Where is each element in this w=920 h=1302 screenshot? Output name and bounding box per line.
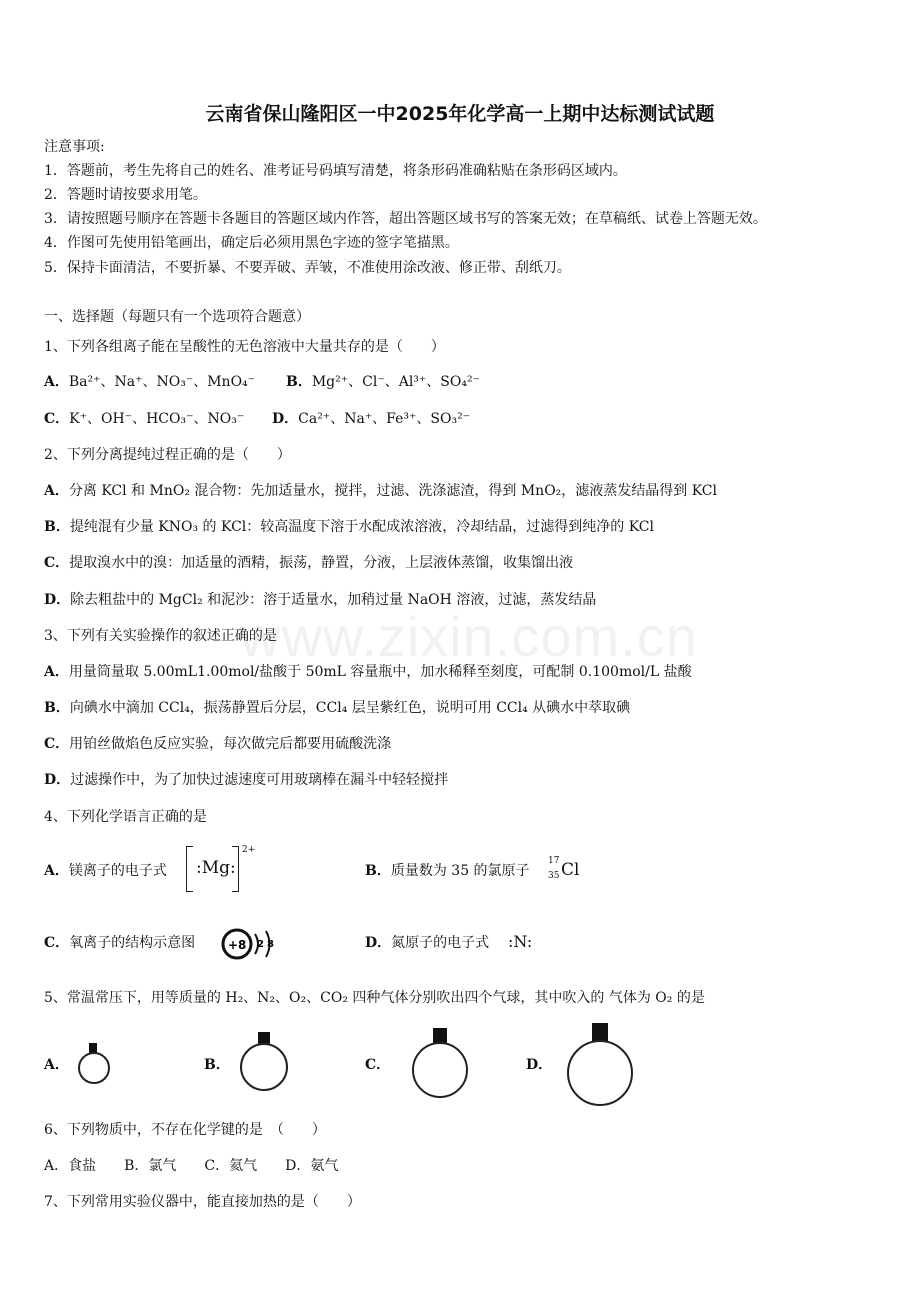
mg-symbol: :Mg: xyxy=(196,858,236,878)
balloon-a xyxy=(78,1052,110,1084)
balloon-d xyxy=(567,1040,633,1106)
balloon-knot xyxy=(592,1023,608,1041)
option-label: B． xyxy=(44,700,70,716)
q1-option-a xyxy=(44,372,255,392)
q2-option-c xyxy=(44,553,573,573)
option-text: Ca²⁺、Na⁺、Fe³⁺、SO₃²⁻ xyxy=(298,411,471,427)
nuclide-symbol: Cl xyxy=(561,860,580,880)
option-label: D． xyxy=(365,935,392,951)
option-label: C． xyxy=(44,411,70,427)
watermark: www.zixin.com.cn xyxy=(240,605,698,668)
option-label: D． xyxy=(44,592,71,608)
notice-item: 5．保持卡面清洁，不要折暴、不要弄破、弄皱，不准使用涂改液、修正带、刮纸刀。 xyxy=(44,260,571,276)
question-4-stem: 4、下列化学语言正确的是 xyxy=(44,809,207,825)
q5-option-d: D． xyxy=(526,1057,553,1073)
right-bracket xyxy=(232,846,239,892)
notice-item: 4．作图可先使用铅笔画出，确定后必须用黑色字迹的签字笔描黑。 xyxy=(44,235,459,251)
option-label: C． xyxy=(44,935,70,951)
q2-option-a xyxy=(44,481,717,501)
shell-1-count: 2 xyxy=(257,939,264,950)
nuclide-top: 17 xyxy=(548,856,560,866)
option-text: Mg²⁺、Cl⁻、Al³⁺、SO₄²⁻ xyxy=(311,374,480,390)
q1-option-c xyxy=(44,409,244,429)
option-label: B． xyxy=(44,519,70,535)
option-text: Ba²⁺、Na⁺、NO₃⁻、MnO₄⁻ xyxy=(68,374,256,390)
option-text: 质量数为 35 的氯原子 xyxy=(390,863,530,879)
option-label: B． xyxy=(365,863,391,879)
option-label: A． xyxy=(44,863,69,879)
q5-option-c: C． xyxy=(365,1057,391,1073)
option-text: 氮原子的电子式 xyxy=(391,935,490,951)
option-label: A． xyxy=(44,664,69,680)
option-text: 向碘水中滴加 CCl₄，振荡静置后分层，CCl₄ 层呈紫红色，说明可用 CCl₄ 从碘水中萃取碘 xyxy=(69,700,631,716)
mg-ion-formula xyxy=(186,845,256,892)
notice-item: 1．答题前，考生先将自己的姓名、准考证号码填写清楚，将条形码准确粘贴在条形码区域内。 xyxy=(44,163,627,179)
q2-option-d xyxy=(44,590,596,610)
option-label: A． xyxy=(44,374,69,390)
q3-option-c xyxy=(44,734,391,754)
q4-option-d xyxy=(365,933,489,953)
option-label: C． xyxy=(44,555,70,571)
question-1-stem: 1、下列各组离子能在呈酸性的无色溶液中大量共存的是（ ） xyxy=(44,339,445,355)
page-title: 云南省保山隆阳区一中2025年化学高一上期中达标测试试题 xyxy=(205,103,715,125)
question-7-stem: 7、下列常用实验仪器中，能直接加热的是（ ） xyxy=(44,1194,361,1210)
q2-option-b xyxy=(44,517,654,537)
q1-option-d xyxy=(272,409,470,429)
q3-option-a xyxy=(44,662,692,682)
balloon-b xyxy=(240,1043,288,1091)
question-2-stem: 2、下列分离提纯过程正确的是（ ） xyxy=(44,447,291,463)
notice-item: 2．答题时请按要求用笔。 xyxy=(44,187,207,203)
q4-option-c xyxy=(44,933,195,953)
q4-option-a xyxy=(44,861,167,881)
chlorine-nuclide xyxy=(548,856,588,886)
option-text: 分离 KCl 和 MnO₂ 混合物：先加适量水，搅拌，过滤、洗涤滤渣，得到 MnO₂，滤液蒸发结晶得到 KCl xyxy=(68,483,718,499)
q3-option-b xyxy=(44,698,630,718)
option-text: 提纯混有少量 KNO₃ 的 KCl：较高温度下溶于水配成浓溶液，冷却结晶，过滤得到纯净的 KCl xyxy=(69,519,654,535)
option-text: 用量筒量取 5.00mL1.00mol/盐酸于 50mL 容量瓶中，加水稀释至刻度，可配制 0.100mol/L 盐酸 xyxy=(68,664,692,680)
section-heading: 一、选择题（每题只有一个选项符合题意） xyxy=(44,309,310,325)
left-bracket xyxy=(186,846,193,892)
q1-option-b xyxy=(286,372,480,392)
oxygen-ion-diagram xyxy=(220,925,280,963)
question-6-stem: 6、下列物质中，不存在化学键的是 （ ） xyxy=(44,1122,326,1138)
nuclide-bottom: 35 xyxy=(548,871,560,881)
balloon-c xyxy=(412,1042,468,1098)
question-5-stem: 5、常温常压下，用等质量的 H₂、N₂、O₂、CO₂ 四种气体分别吹出四个气球，其中吹入的 气体为 O₂ 的是 xyxy=(44,990,705,1006)
option-label: A． xyxy=(44,483,69,499)
question-3-stem: 3、下列有关实验操作的叙述正确的是 xyxy=(44,628,277,644)
option-text: 过滤操作中，为了加快过滤速度可用玻璃棒在漏斗中轻轻搅拌 xyxy=(70,772,449,788)
option-text: 除去粗盐中的 MgCl₂ 和泥沙：溶于适量水，加稍过量 NaOH 溶液，过滤，蒸发结晶 xyxy=(70,592,597,608)
option-text: 镁离子的电子式 xyxy=(68,863,167,879)
q5-option-a: A． xyxy=(44,1057,69,1073)
charge: 2+ xyxy=(242,845,256,855)
option-label: C． xyxy=(44,736,70,752)
shell-2-count: 8 xyxy=(267,939,274,950)
option-text: 氧离子的结构示意图 xyxy=(69,935,196,951)
q3-option-d xyxy=(44,770,448,790)
option-text: K⁺、OH⁻、HCO₃⁻、NO₃⁻ xyxy=(69,411,245,427)
option-label: D． xyxy=(44,772,71,788)
q6-options: A．食盐 B．氯气 C．氦气 D．氨气 xyxy=(44,1158,339,1174)
option-label: B． xyxy=(286,374,312,390)
nucleus-charge: +8 xyxy=(228,938,247,952)
nitrogen-formula: :N: xyxy=(508,932,533,951)
q4-option-b xyxy=(365,861,530,881)
option-label: D． xyxy=(272,411,299,427)
notice-item: 3．请按照题号顺序在答题卡各题目的答题区域内作答，超出答题区域书写的答案无效；在草稿纸、试卷上答题无效。 xyxy=(44,211,767,227)
q5-option-b: B． xyxy=(204,1057,230,1073)
option-text: 提取溴水中的溴：加适量的酒精，振荡，静置，分液，上层液体蒸馏，收集馏出液 xyxy=(69,555,574,571)
option-text: 用铂丝做焰色反应实验，每次做完后都要用硫酸洗涤 xyxy=(69,736,392,752)
notice-heading: 注意事项: xyxy=(44,139,105,155)
